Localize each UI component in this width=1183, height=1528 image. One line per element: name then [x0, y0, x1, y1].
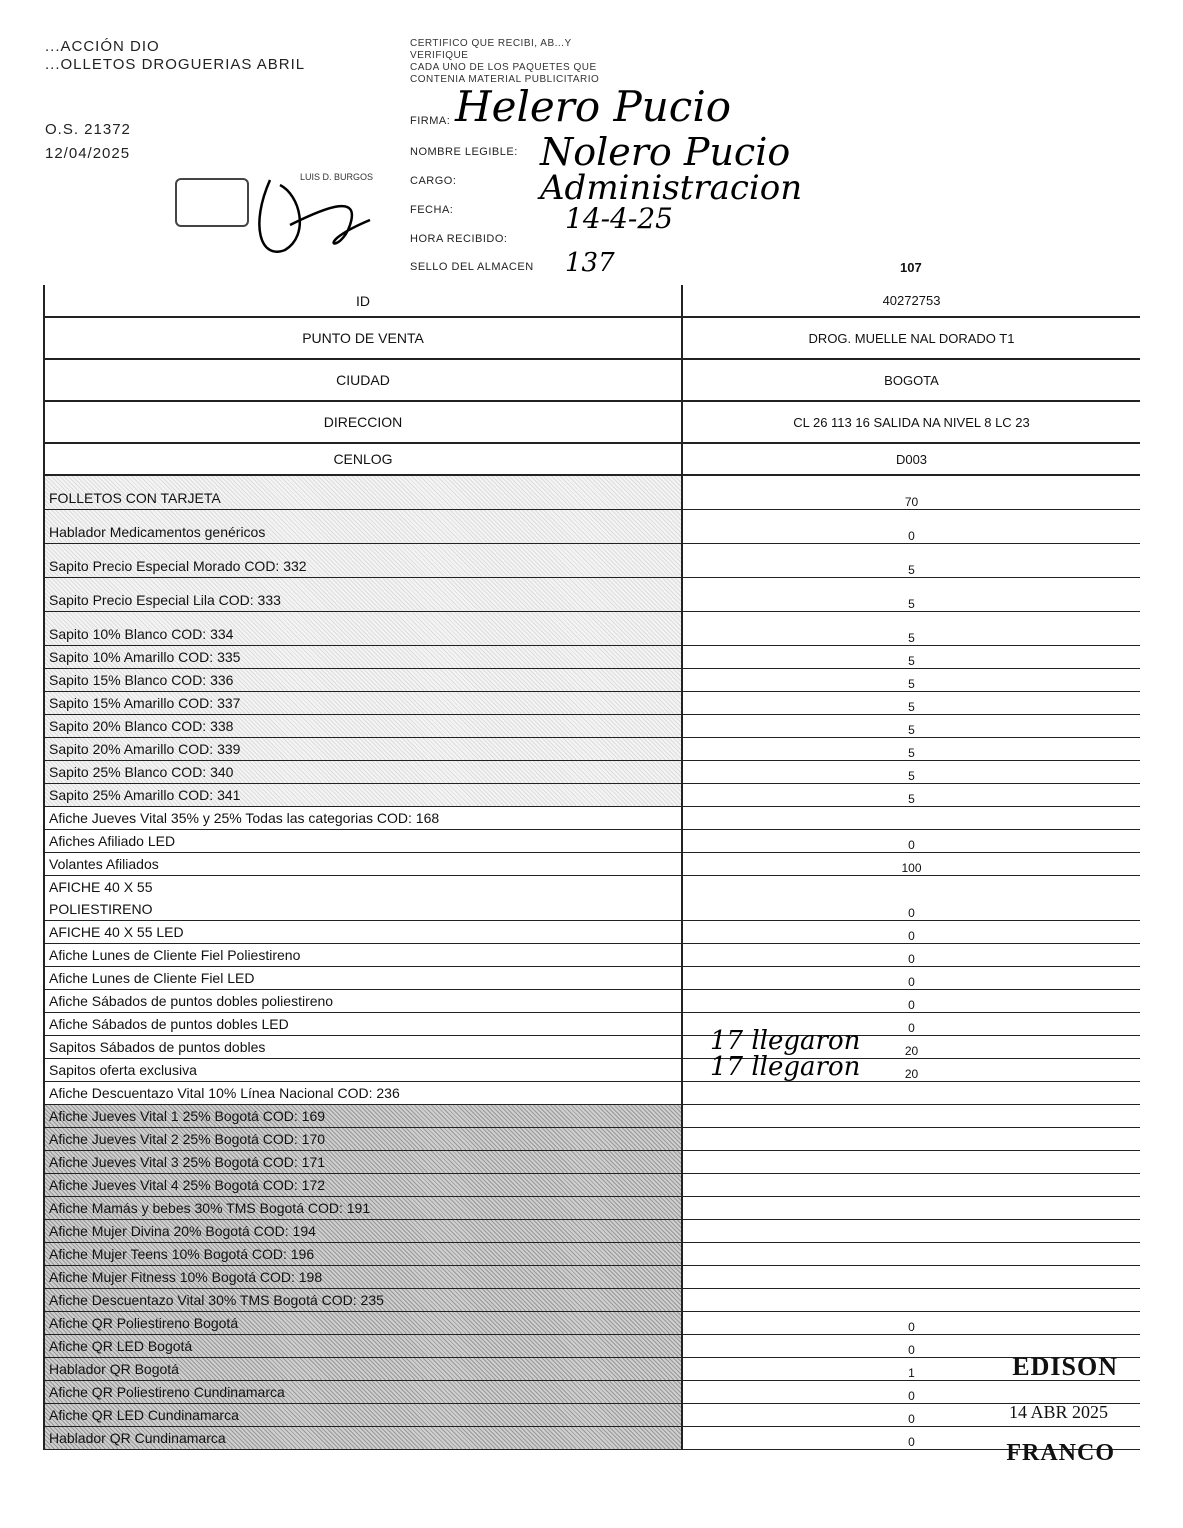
item-quantity: 70	[682, 475, 1140, 509]
item-quantity: 5	[682, 760, 1140, 783]
item-row	[44, 806, 1140, 829]
item-quantity: 0	[682, 920, 1140, 943]
item-label: Afiche Lunes de Cliente Fiel Poliestireno	[44, 943, 682, 966]
item-row	[44, 737, 1140, 760]
item-label: Afiche Descuentazo Vital 30% TMS Bogotá COD: 235	[44, 1288, 682, 1311]
item-row	[44, 1081, 1140, 1104]
info-section	[44, 285, 1140, 475]
item-label: AFICHE 40 X 55 LED	[44, 920, 682, 943]
info-row	[44, 359, 1140, 401]
item-label: Afiche Lunes de Cliente Fiel LED	[44, 966, 682, 989]
item-label: Sapito 15% Blanco COD: 336	[44, 668, 682, 691]
item-row	[44, 1012, 1140, 1035]
cargo-label: CARGO:	[410, 175, 457, 187]
item-quantity: 1	[682, 1357, 1140, 1380]
item-quantity	[682, 1288, 1140, 1311]
fecha-label: FECHA:	[410, 204, 454, 216]
item-label: Afiche Mujer Teens 10% Bogotá COD: 196	[44, 1242, 682, 1265]
item-label: Hablador Medicamentos genéricos	[44, 509, 682, 543]
item-quantity: 5	[682, 714, 1140, 737]
item-quantity	[682, 1127, 1140, 1150]
item-label: AFICHE 40 X 55 POLIESTIRENO	[44, 875, 682, 920]
item-quantity	[682, 1219, 1140, 1242]
info-row	[44, 401, 1140, 443]
stamp-surname: FRANCO	[1006, 1440, 1115, 1466]
item-quantity: 20	[682, 1035, 1140, 1058]
item-label: Afiches Afiliado LED	[44, 829, 682, 852]
item-quantity	[682, 806, 1140, 829]
stamp-name: EDISON	[1012, 1352, 1118, 1381]
signature-icon	[230, 165, 390, 275]
nombre-handwritten: Nolero Pucio	[540, 130, 791, 174]
item-label: Hablador QR Cundinamarca	[44, 1426, 682, 1449]
item-row	[44, 611, 1140, 645]
item-row	[44, 509, 1140, 543]
item-quantity: 0	[682, 1380, 1140, 1403]
item-row	[44, 1357, 1140, 1380]
item-quantity	[682, 1104, 1140, 1127]
certificate-line: CADA UNO DE LOS PAQUETES QUE	[410, 62, 597, 73]
item-row	[44, 577, 1140, 611]
item-quantity: 0	[682, 1403, 1140, 1426]
item-quantity	[682, 1173, 1140, 1196]
item-label: Afiche Jueves Vital 2 25% Bogotá COD: 170	[44, 1127, 682, 1150]
item-quantity	[682, 1196, 1140, 1219]
certificate-line: CERTIFICO QUE RECIBI, AB...Y	[410, 38, 572, 49]
hora-label: HORA RECIBIDO:	[410, 233, 508, 245]
info-label: PUNTO DE VENTA	[44, 317, 682, 359]
fecha-handwritten: 14-4-25	[565, 202, 673, 235]
item-quantity: 20	[682, 1058, 1140, 1081]
item-label: Afiche Mamás y bebes 30% TMS Bogotá COD: 191	[44, 1196, 682, 1219]
info-value: DROG. MUELLE NAL DORADO T1	[682, 317, 1140, 359]
item-label: Afiche QR Poliestireno Cundinamarca	[44, 1380, 682, 1403]
stamp-date: 14 ABR 2025	[1008, 1402, 1108, 1422]
item-label: Afiche QR LED Bogotá	[44, 1334, 682, 1357]
item-quantity: 100	[682, 852, 1140, 875]
item-quantity: 5	[682, 543, 1140, 577]
item-row	[44, 1035, 1140, 1058]
item-row	[44, 1311, 1140, 1334]
item-label: Hablador QR Bogotá	[44, 1357, 682, 1380]
delivery-table	[43, 285, 1140, 1450]
item-quantity: 0	[682, 1012, 1140, 1035]
item-quantity	[682, 1150, 1140, 1173]
sheet-number: 107	[900, 260, 922, 275]
item-label: Sapitos oferta exclusiva	[44, 1058, 682, 1081]
item-row	[44, 543, 1140, 577]
item-row	[44, 1173, 1140, 1196]
item-label: Afiche Jueves Vital 4 25% Bogotá COD: 172	[44, 1173, 682, 1196]
item-label: Afiche Sábados de puntos dobles poliestireno	[44, 989, 682, 1012]
item-row	[44, 691, 1140, 714]
item-label: Sapito 25% Amarillo COD: 341	[44, 783, 682, 806]
info-label: CIUDAD	[44, 359, 682, 401]
handwritten-note-line: 17 llegaron	[710, 1052, 861, 1082]
item-row	[44, 829, 1140, 852]
handwritten-note	[710, 1028, 860, 1080]
header-title	[45, 38, 305, 74]
item-row	[44, 668, 1140, 691]
item-row	[44, 1426, 1140, 1449]
item-quantity: 0	[682, 509, 1140, 543]
item-quantity	[682, 1242, 1140, 1265]
order-number: O.S. 21372	[45, 121, 131, 138]
item-label: Sapito 20% Amarillo COD: 339	[44, 737, 682, 760]
signature-name: LUIS D. BURGOS	[300, 172, 374, 182]
handwritten-note-line: 17 llegaron	[710, 1026, 861, 1056]
item-label: Sapito 10% Blanco COD: 334	[44, 611, 682, 645]
item-quantity: 5	[682, 737, 1140, 760]
item-row	[44, 1150, 1140, 1173]
item-quantity: 0	[682, 989, 1140, 1012]
item-row	[44, 989, 1140, 1012]
item-quantity	[682, 1265, 1140, 1288]
item-quantity: 5	[682, 668, 1140, 691]
item-label: FOLLETOS CON TARJETA	[44, 475, 682, 509]
item-label: Afiche Descuentazo Vital 10% Línea Nacional COD: 236	[44, 1081, 682, 1104]
info-value: 40272753	[682, 285, 1140, 317]
item-label: Volantes Afiliados	[44, 852, 682, 875]
info-label: ID	[44, 285, 682, 317]
item-label: Afiche QR LED Cundinamarca	[44, 1403, 682, 1426]
info-value: BOGOTA	[682, 359, 1140, 401]
item-label: Afiche Mujer Fitness 10% Bogotá COD: 198	[44, 1265, 682, 1288]
sello-label: SELLO DEL ALMACEN	[410, 261, 534, 273]
item-row	[44, 1288, 1140, 1311]
certificate-line: CONTENIA MATERIAL PUBLICITARIO	[410, 74, 600, 85]
item-label: Afiche Jueves Vital 1 25% Bogotá COD: 169	[44, 1104, 682, 1127]
item-label: Afiche Sábados de puntos dobles LED	[44, 1012, 682, 1035]
header-line1: ...ACCIÓN DIO	[45, 38, 160, 55]
item-quantity: 5	[682, 577, 1140, 611]
item-quantity: 0	[682, 1311, 1140, 1334]
certificate-text	[410, 38, 599, 86]
item-quantity: 5	[682, 645, 1140, 668]
item-row	[44, 875, 1140, 920]
item-row	[44, 1242, 1140, 1265]
item-row	[44, 966, 1140, 989]
item-row	[44, 645, 1140, 668]
certificate-line: VERIFIQUE	[410, 50, 469, 61]
info-label: DIRECCION	[44, 401, 682, 443]
item-label: Sapito Precio Especial Morado COD: 332	[44, 543, 682, 577]
item-quantity: 0	[682, 943, 1140, 966]
item-row	[44, 1334, 1140, 1357]
firma-label: FIRMA:	[410, 115, 451, 127]
item-row	[44, 1219, 1140, 1242]
item-quantity: 5	[682, 691, 1140, 714]
item-row	[44, 475, 1140, 509]
item-row	[44, 760, 1140, 783]
item-quantity	[682, 1081, 1140, 1104]
item-quantity: 0	[682, 875, 1140, 920]
item-row	[44, 1403, 1140, 1426]
item-label: Sapito 25% Blanco COD: 340	[44, 760, 682, 783]
item-label: Afiche Jueves Vital 3 25% Bogotá COD: 171	[44, 1150, 682, 1173]
info-row	[44, 285, 1140, 317]
item-label: Sapitos Sábados de puntos dobles	[44, 1035, 682, 1058]
item-quantity: 0	[682, 829, 1140, 852]
item-row	[44, 943, 1140, 966]
order-date: 12/04/2025	[45, 145, 131, 162]
item-quantity: 5	[682, 783, 1140, 806]
item-row	[44, 852, 1140, 875]
header-line2: ...OLLETOS DROGUERIAS ABRIL	[45, 56, 306, 73]
item-label: Sapito Precio Especial Lila COD: 333	[44, 577, 682, 611]
info-label: CENLOG	[44, 443, 682, 475]
info-value: D003	[682, 443, 1140, 475]
item-row	[44, 1265, 1140, 1288]
items-section	[44, 475, 1140, 1449]
item-quantity: 0	[682, 1334, 1140, 1357]
item-quantity: 0	[682, 1426, 1140, 1449]
nombre-label: NOMBRE LEGIBLE:	[410, 146, 518, 158]
item-label: Sapito 20% Blanco COD: 338	[44, 714, 682, 737]
item-row	[44, 1058, 1140, 1081]
cargo-handwritten: Administracion	[540, 168, 803, 208]
order-info	[45, 118, 131, 166]
item-row	[44, 1196, 1140, 1219]
info-value: CL 26 113 16 SALIDA NA NIVEL 8 LC 23	[682, 401, 1140, 443]
item-label: Sapito 10% Amarillo COD: 335	[44, 645, 682, 668]
info-row	[44, 443, 1140, 475]
item-label: Afiche QR Poliestireno Bogotá	[44, 1311, 682, 1334]
item-row	[44, 920, 1140, 943]
item-label: Sapito 15% Amarillo COD: 337	[44, 691, 682, 714]
item-row	[44, 1127, 1140, 1150]
item-label: Afiche Mujer Divina 20% Bogotá COD: 194	[44, 1219, 682, 1242]
hora-handwritten: 137	[565, 248, 615, 278]
item-label: Afiche Jueves Vital 35% y 25% Todas las categorias COD: 168	[44, 806, 682, 829]
item-quantity: 5	[682, 611, 1140, 645]
item-row	[44, 714, 1140, 737]
item-row	[44, 1380, 1140, 1403]
item-row	[44, 783, 1140, 806]
item-row	[44, 1104, 1140, 1127]
firma-handwritten: Helero Pucio	[455, 82, 732, 131]
item-quantity: 0	[682, 966, 1140, 989]
info-row	[44, 317, 1140, 359]
